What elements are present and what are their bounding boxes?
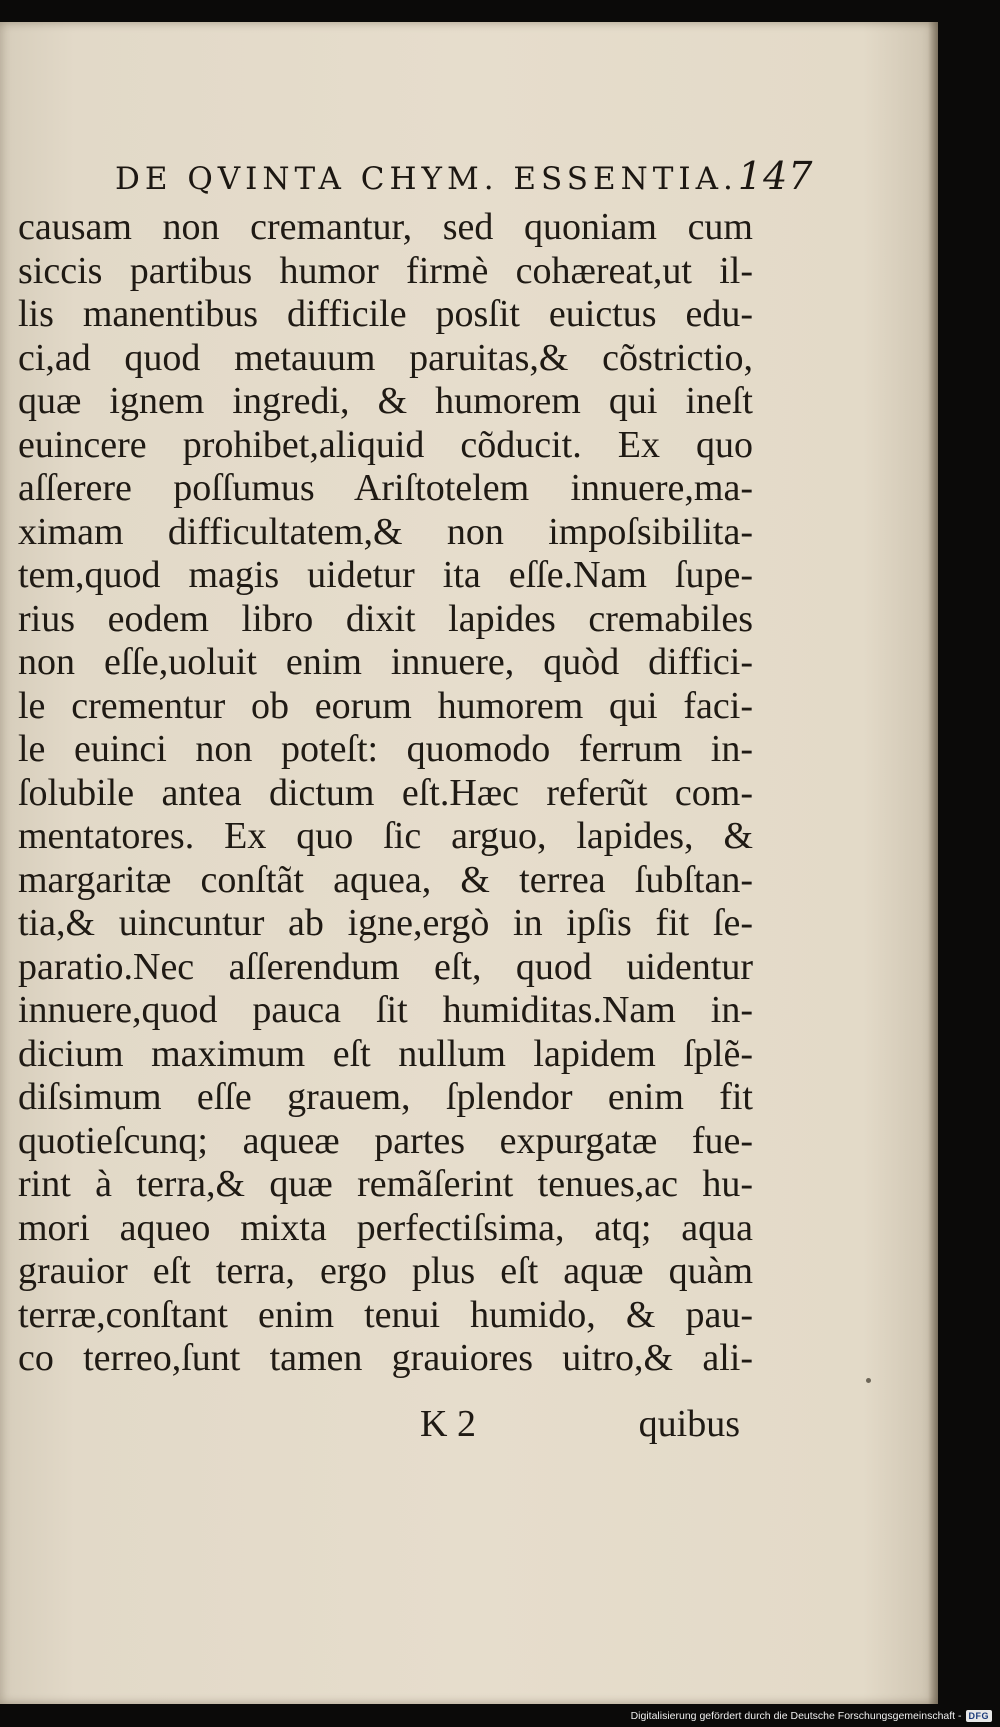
digitization-footer [631, 1708, 992, 1724]
text-line: non eſſe,uoluit enim innuere, quòd diffici- [18, 641, 753, 683]
text-line: terræ,conſtant enim tenui humido, & pau- [18, 1293, 753, 1336]
page-edge-shadow [928, 22, 938, 1704]
text-line: rint à terra,& quæ remãſerint tenues,ac hu- [18, 1163, 753, 1205]
paper-speck [866, 1378, 871, 1383]
running-head-title: DE QVINTA CHYM. ESSENTIA. [115, 161, 738, 197]
signature-mark: K 2 [420, 1403, 476, 1445]
text-line: quæ ignem ingredi, & humorem qui ineſt [18, 380, 753, 422]
text-line: ximam difficultatem,& non impoſsibilita- [18, 510, 753, 553]
catchword: quibus [638, 1403, 740, 1445]
text-line: co terreo,ſunt tamen grauiores uitro,& ali- [18, 1337, 753, 1379]
text-line: euincere prohibet,aliquid cõducit. Ex quo [18, 423, 753, 466]
text-line: innuere,quod pauca ſit humiditas.Nam in- [18, 989, 753, 1031]
text-line: quotieſcunq; aqueæ partes expurgatæ fue- [18, 1119, 753, 1162]
text-line: margaritæ conſtãt aquea, & terrea ſubſtan- [18, 858, 753, 901]
text-line: le crementur ob eorum humorem qui faci- [18, 684, 753, 727]
text-line: mori aqueo mixta perfectiſsima, atq; aqua [18, 1206, 753, 1249]
text-line: siccis partibus humor firmè cohæreat,ut il- [18, 249, 753, 292]
text-line: ſolubile antea dictum eſt.Hæc referũt com- [18, 771, 753, 814]
text-line: rius eodem libro dixit lapides cremabiles [18, 597, 753, 640]
text-line: lis manentibus difficile posſit euictus edu- [18, 293, 753, 335]
funding-notice: Digitalisierung gefördert durch die Deutsche Forschungsgemeinschaft - [630, 1710, 962, 1722]
text-line: paratio.Nec aſſerendum eſt, quod uidentur [18, 945, 753, 988]
text-line: ci,ad quod metauum paruitas,& cõstrictio, [18, 336, 753, 379]
text-line: diſsimum eſſe grauem, ſplendor enim fit [18, 1076, 753, 1118]
text-line: le euinci non poteſt: quomodo ferrum in- [18, 728, 753, 770]
body-text [18, 206, 753, 1381]
page-number: 147 [737, 154, 814, 198]
book-page [0, 22, 938, 1704]
text-line: aſſerere poſſumus Ariſtotelem innuere,ma- [18, 467, 753, 509]
text-line: tem,quod magis uidetur ita eſſe.Nam ſupe- [18, 554, 753, 596]
text-line: grauior eſt terra, ergo plus eſt aquæ quàm [18, 1250, 753, 1292]
text-line: mentatores. Ex quo ſic arguo, lapides, & [18, 815, 753, 857]
dfg-logo-icon: DFG [966, 1710, 993, 1722]
signature-line [420, 1402, 740, 1450]
text-line: tia,& uincuntur ab igne,ergò in ipſis fit ſe- [18, 902, 753, 944]
running-head [115, 154, 814, 204]
text-line: dicium maximum eſt nullum lapidem ſplẽ- [18, 1032, 753, 1075]
text-line: causam non cremantur, sed quoniam cum [18, 206, 753, 248]
